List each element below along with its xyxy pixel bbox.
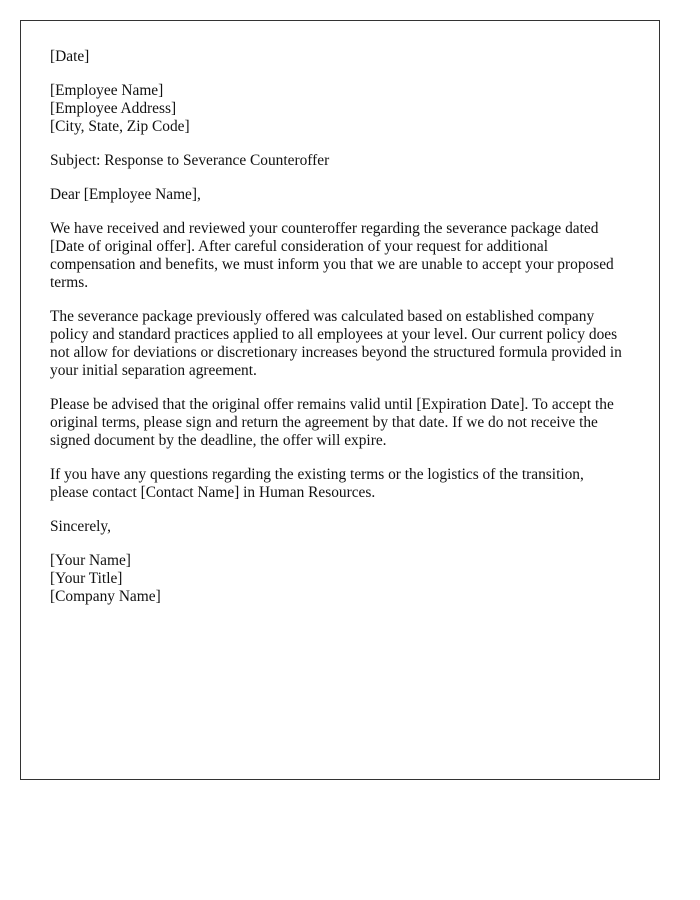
date-block (50, 48, 625, 66)
closing-block (50, 518, 625, 536)
paragraph-contact-info: If you have any questions regarding the existing terms or the logistics of the transition, please contact [Contact Name] in Human Resources. (50, 466, 584, 501)
paragraph-offer-validity: Please be advised that the original offer remains valid until [Expiration Date]. To accept the original terms, please sign and return the agreement by that date. If we do not receive the signed document by the deadline, the offer will expire. (50, 396, 614, 449)
salutation: Dear [Employee Name], (50, 186, 201, 203)
letter-page (20, 20, 660, 780)
subject-block (50, 152, 625, 170)
recipient-block (50, 82, 625, 136)
closing: Sincerely, (50, 518, 111, 535)
recipient-name: [Employee Name] (50, 82, 164, 99)
subject-line: Subject: Response to Severance Counteroffer (50, 152, 330, 169)
paragraph-counteroffer-response: We have received and reviewed your counteroffer regarding the severance package dated [Date of original offer]. After careful consideration of your request for additional compensation and benefits, we must inform you that we are unable to accept your proposed terms. (50, 220, 614, 291)
recipient-address: [Employee Address] (50, 100, 177, 117)
signature-block (50, 552, 625, 606)
salutation-block (50, 186, 625, 204)
signature-title: [Your Title] (50, 570, 123, 587)
recipient-city-state-zip: [City, State, Zip Code] (50, 118, 190, 135)
paragraph-policy-explanation: The severance package previously offered was calculated based on established company policy and standard practices applied to all employees at your level. Our current policy does not allow for deviations or discretionary increases beyond the structured formula provided in your initial separation agreement. (50, 308, 622, 379)
letter-body (50, 48, 625, 622)
signature-name: [Your Name] (50, 552, 131, 569)
signature-company: [Company Name] (50, 588, 161, 605)
date-line: [Date] (50, 48, 90, 65)
